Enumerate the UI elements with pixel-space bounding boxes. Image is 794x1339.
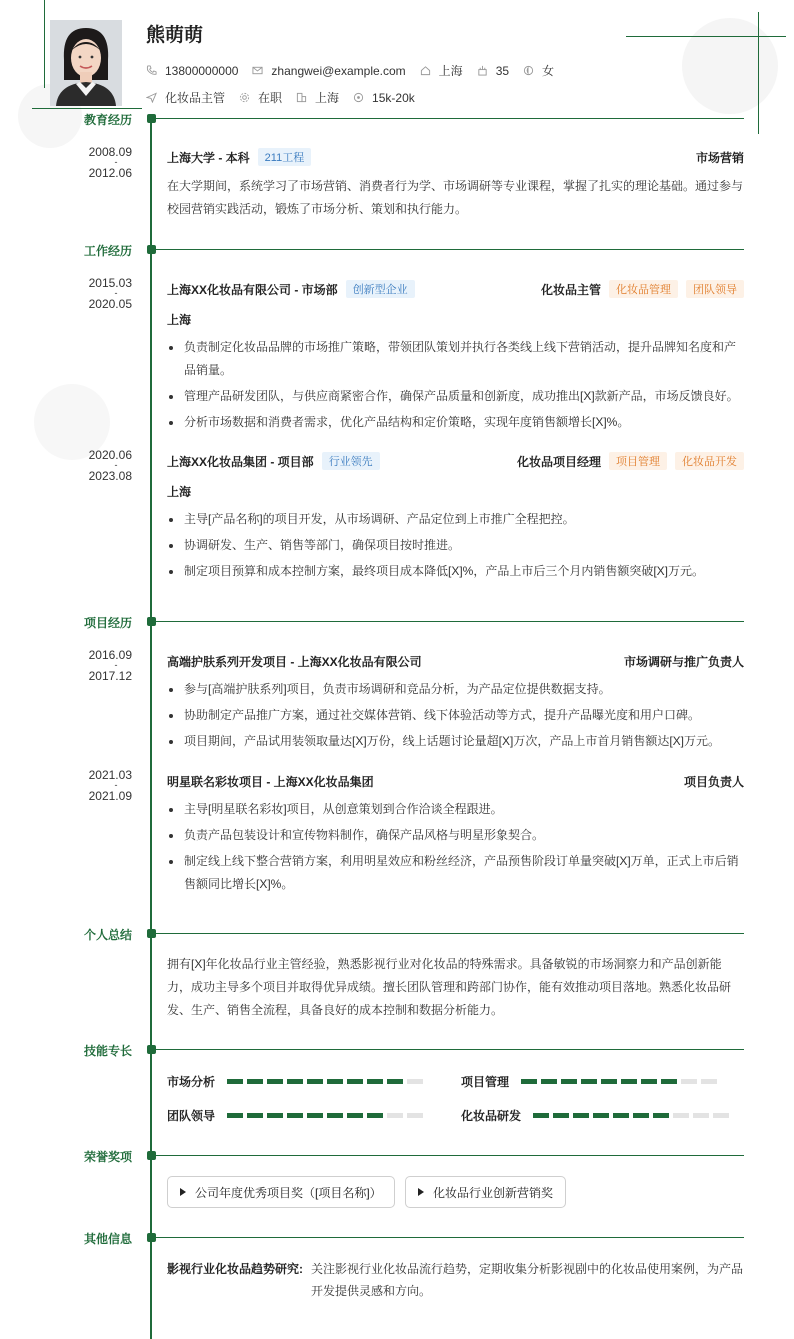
- send-icon: [146, 92, 157, 103]
- skill-bar-filled: [287, 1079, 303, 1084]
- skill-bar-filled: [387, 1079, 403, 1084]
- skill-name: 市场分析: [167, 1075, 216, 1089]
- gear-icon: [239, 92, 250, 103]
- skill-bar-filled: [327, 1079, 343, 1084]
- skill-bar-filled: [347, 1079, 363, 1084]
- position-text: 化妆品主管: [165, 91, 226, 105]
- work-1-company: 上海XX化妆品有限公司 - 市场部: [167, 282, 338, 297]
- target-city-item: [296, 89, 339, 106]
- skill-bar-filled: [267, 1113, 283, 1118]
- list-item: 管理产品研发团队，与供应商紧密合作，确保产品质量和创新度，成功推出[X]款新产品，市场反馈良好。: [167, 385, 744, 408]
- skill-bar-filled: [347, 1113, 363, 1118]
- work-1-head: [167, 280, 744, 298]
- list-item: 分析市场数据和消费者需求，优化产品结构和定价策略，实现年度销售额增长[X]%。: [167, 411, 744, 434]
- work-1-date-end: 2020.05: [88, 297, 132, 311]
- skill-name: 团队领导: [167, 1109, 216, 1123]
- skill-level-bar: [521, 1079, 721, 1084]
- status-text: 在职: [258, 91, 283, 105]
- other-label: 影视行业化妆品趋势研究:: [167, 1262, 303, 1276]
- project-2-date-end: 2021.09: [88, 789, 132, 803]
- list-item: 负责制定化妆品品牌的市场推广策略，带领团队策划并执行各类线上线下营销活动，提升品牌知名度和产品销量。: [167, 336, 744, 382]
- skill-level-bar: [227, 1113, 427, 1118]
- mail-icon: [252, 65, 263, 76]
- project-1-head: [167, 653, 744, 670]
- skill-bar-filled: [593, 1113, 609, 1118]
- work-2-date: 2020.06 - 2023.08: [88, 448, 132, 483]
- gender-text: 女: [542, 64, 555, 78]
- list-item: 参与[高端护肤系列]项目，负责市场调研和竞品分析，为产品定位提供数据支持。: [167, 678, 744, 701]
- home-icon: [420, 65, 431, 76]
- skill-bar-filled: [367, 1113, 383, 1118]
- project-1-date-start: 2016.09: [88, 648, 132, 662]
- project-2-bullets: [167, 798, 744, 899]
- skill-bar-filled: [641, 1079, 657, 1084]
- education-tag: 211工程: [258, 148, 312, 166]
- work-1-tag-1: 化妆品管理: [609, 280, 678, 298]
- skill-bar-filled: [653, 1113, 669, 1118]
- award-text: 公司年度优秀项目奖（[项目名称]）: [195, 1185, 382, 1200]
- list-item: 制定线上线下整合营销方案，利用明星效应和粉丝经济，产品预售阶段订单量突破[X]万单，正式上市后销售额同比增长[X]%。: [167, 850, 744, 896]
- list-item: 协助制定产品推广方案，通过社交媒体营销、线下体验活动等方式，提升产品曝光度和用户口碑。: [167, 704, 744, 727]
- resume-header: [50, 20, 754, 110]
- gender-icon: [523, 65, 534, 76]
- skill-bar-empty: [387, 1113, 403, 1118]
- section-rule-work: [156, 249, 744, 250]
- project-1-bullets: [167, 678, 744, 756]
- work-2-role: 化妆品项目经理: [516, 454, 601, 469]
- education-head: [167, 148, 744, 166]
- skill-bar-filled: [633, 1113, 649, 1118]
- decor-line-v-left: [44, 0, 45, 88]
- project-2-date: 2021.03 - 2021.09: [88, 768, 132, 803]
- phone-item: [146, 64, 238, 78]
- project-2-date-start: 2021.03: [88, 768, 132, 782]
- section-dot-awards: [147, 1151, 156, 1160]
- section-rule-summary: [156, 933, 744, 934]
- section-dot-skills: [147, 1045, 156, 1054]
- section-rule-projects: [156, 621, 744, 622]
- avatar: [50, 20, 122, 106]
- status-item: [239, 89, 282, 106]
- work-1-date: 2015.03 - 2020.05: [88, 276, 132, 311]
- skill-bar-filled: [307, 1113, 323, 1118]
- skill-bar-filled: [613, 1113, 629, 1118]
- work-2-bullets: [167, 508, 744, 586]
- target-city-text: 上海: [315, 91, 340, 105]
- project-1-date: 2016.09 - 2017.12: [88, 648, 132, 683]
- work-2-location: 上海: [167, 485, 192, 499]
- phone-icon: [146, 65, 157, 76]
- coin-icon: [353, 92, 364, 103]
- skill-bar-filled: [533, 1113, 549, 1118]
- skill-bar-filled: [267, 1079, 283, 1084]
- work-1-date-start: 2015.03: [88, 276, 132, 290]
- skill-bar-empty: [681, 1079, 697, 1084]
- skill-bar-filled: [307, 1079, 323, 1084]
- list-item: 负责产品包装设计和宣传物料制作，确保产品风格与明星形象契合。: [167, 824, 744, 847]
- skill-bar-filled: [247, 1079, 263, 1084]
- section-title-work: 工作经历: [83, 244, 132, 258]
- skill-2: [461, 1073, 721, 1090]
- email-text: zhangwei@example.com: [271, 63, 406, 78]
- section-rule-education: [156, 118, 744, 119]
- skill-bar-empty: [693, 1113, 709, 1118]
- list-item: 协调研发、生产、销售等部门，确保项目按时推进。: [167, 534, 744, 557]
- education-date-start: 2008.09: [88, 145, 132, 159]
- education-major: 市场营销: [695, 150, 744, 165]
- salary-item: [353, 91, 415, 105]
- section-rule-skills: [156, 1049, 744, 1050]
- summary-text: 拥有[X]年化妆品行业主管经验，熟悉影视行业对化妆品的特殊需求。具备敏锐的市场洞察力和产品创新能力，成功主导多个项目并取得优异成绩。擅长团队管理和跨部门协作，能有效推动项目落地。熟悉化妆品研发、生产、销售全流程，具备良好的成本控制和数据分析能力。: [167, 957, 732, 1017]
- skill-bar-empty: [701, 1079, 717, 1084]
- skill-bar-filled: [367, 1079, 383, 1084]
- intention-row: [146, 89, 429, 106]
- section-dot-projects: [147, 617, 156, 626]
- skill-bar-filled: [521, 1079, 537, 1084]
- city-text: 上海: [438, 64, 463, 78]
- work-1-company-tag: 创新型企业: [346, 280, 415, 298]
- section-dot-work: [147, 245, 156, 254]
- education-description: 在大学期间，系统学习了市场营销、消费者行为学、市场调研等专业课程，掌握了扎实的理论基础。通过参与校园营销实践活动，锻炼了市场分析、策划和执行能力。: [167, 179, 744, 216]
- skill-name: 项目管理: [461, 1075, 510, 1089]
- phone-text: 13800000000: [165, 63, 239, 78]
- skill-3: [167, 1107, 427, 1124]
- section-title-awards: 荣誉奖项: [83, 1150, 132, 1164]
- award-text: 化妆品行业创新营销奖: [433, 1185, 554, 1200]
- work-2-tag-2: 化妆品开发: [675, 452, 744, 470]
- list-item: 项目期间，产品试用装领取量达[X]万份，线上话题讨论量超[X]万次，产品上市首月销售额达[X]万元。: [167, 730, 744, 753]
- decor-line-v-right: [758, 12, 759, 134]
- section-title-other: 其他信息: [83, 1232, 132, 1246]
- skill-bar-filled: [621, 1079, 637, 1084]
- skill-bar-empty: [673, 1113, 689, 1118]
- work-2-tag-1: 项目管理: [609, 452, 667, 470]
- list-item: 主导[明星联名彩妆]项目，从创意策划到合作洽谈全程跟进。: [167, 798, 744, 821]
- section-dot-education: [147, 114, 156, 123]
- position-item: [146, 89, 225, 106]
- salary-text: 15k-20k: [372, 90, 415, 105]
- building-icon: [296, 92, 307, 103]
- age-item: [477, 64, 509, 78]
- section-title-skills: 技能专长: [83, 1044, 132, 1058]
- work-2-date-start: 2020.06: [88, 448, 132, 462]
- other-text: 关注影视行业化妆品流行趋势，定期收集分析影视剧中的化妆品使用案例，为产品开发提供灵感和方向。: [311, 1262, 744, 1298]
- work-2-date-end: 2023.08: [88, 469, 132, 483]
- project-2-role: 项目负责人: [683, 775, 744, 789]
- work-1-location: 上海: [167, 313, 192, 327]
- skill-bar-empty: [407, 1113, 423, 1118]
- education-date-end: 2012.06: [88, 166, 132, 180]
- award-item: [405, 1176, 566, 1208]
- cake-icon: [477, 65, 488, 76]
- work-1-bullets: [167, 336, 744, 437]
- education-school: 上海大学 - 本科: [167, 150, 250, 165]
- skill-bar-filled: [553, 1113, 569, 1118]
- project-2-name: 明星联名彩妆项目 - 上海XX化妆品集团: [167, 775, 374, 789]
- education-date: 2008.09 - 2012.06: [88, 145, 132, 180]
- work-1-role: 化妆品主管: [540, 282, 601, 297]
- skill-bar-filled: [581, 1079, 597, 1084]
- list-item: 制定项目预算和成本控制方案，最终项目成本降低[X]%，产品上市后三个月内销售额突破[X]万元。: [167, 560, 744, 583]
- skill-bar-filled: [227, 1113, 243, 1118]
- section-title-projects: 项目经历: [83, 616, 132, 630]
- section-title-summary: 个人总结: [83, 928, 132, 942]
- work-2-company: 上海XX化妆品集团 - 项目部: [167, 454, 314, 469]
- play-icon: [418, 1188, 424, 1196]
- skill-bar-filled: [287, 1113, 303, 1118]
- award-item: [167, 1176, 395, 1208]
- skill-bar-filled: [661, 1079, 677, 1084]
- skill-level-bar: [533, 1113, 733, 1118]
- contact-row: [146, 62, 568, 79]
- section-dot-other: [147, 1233, 156, 1242]
- email-item: [252, 64, 405, 78]
- play-icon: [180, 1188, 186, 1196]
- work-2-head: [167, 452, 744, 470]
- skill-1: [167, 1073, 427, 1090]
- skill-4: [461, 1107, 733, 1124]
- project-1-date-end: 2017.12: [88, 669, 132, 683]
- skill-bar-filled: [561, 1079, 577, 1084]
- project-2-head: [167, 773, 744, 790]
- skill-bar-filled: [227, 1079, 243, 1084]
- section-dot-summary: [147, 929, 156, 938]
- work-1-tag-2: 团队领导: [686, 280, 744, 298]
- skill-level-bar: [227, 1079, 427, 1084]
- skill-bar-filled: [601, 1079, 617, 1084]
- gender-item: [523, 62, 554, 79]
- skill-bar-filled: [541, 1079, 557, 1084]
- skill-bar-filled: [573, 1113, 589, 1118]
- list-item: 主导[产品名称]的项目开发，从市场调研、产品定位到上市推广全程把控。: [167, 508, 744, 531]
- project-1-name: 高端护肤系列开发项目 - 上海XX化妆品有限公司: [167, 655, 422, 669]
- skill-bar-empty: [407, 1079, 423, 1084]
- city-item: [420, 62, 463, 79]
- project-1-role: 市场调研与推广负责人: [623, 655, 744, 669]
- section-rule-other: [156, 1237, 744, 1238]
- skill-name: 化妆品研发: [461, 1109, 522, 1123]
- section-rule-awards: [156, 1155, 744, 1156]
- candidate-name: 熊萌萌: [146, 25, 204, 46]
- skill-bar-filled: [327, 1113, 343, 1118]
- skill-bar-filled: [247, 1113, 263, 1118]
- age-text: 35: [495, 63, 510, 78]
- work-2-company-tag: 行业领先: [322, 452, 380, 470]
- section-title-education: 教育经历: [83, 113, 132, 127]
- skill-bar-empty: [713, 1113, 729, 1118]
